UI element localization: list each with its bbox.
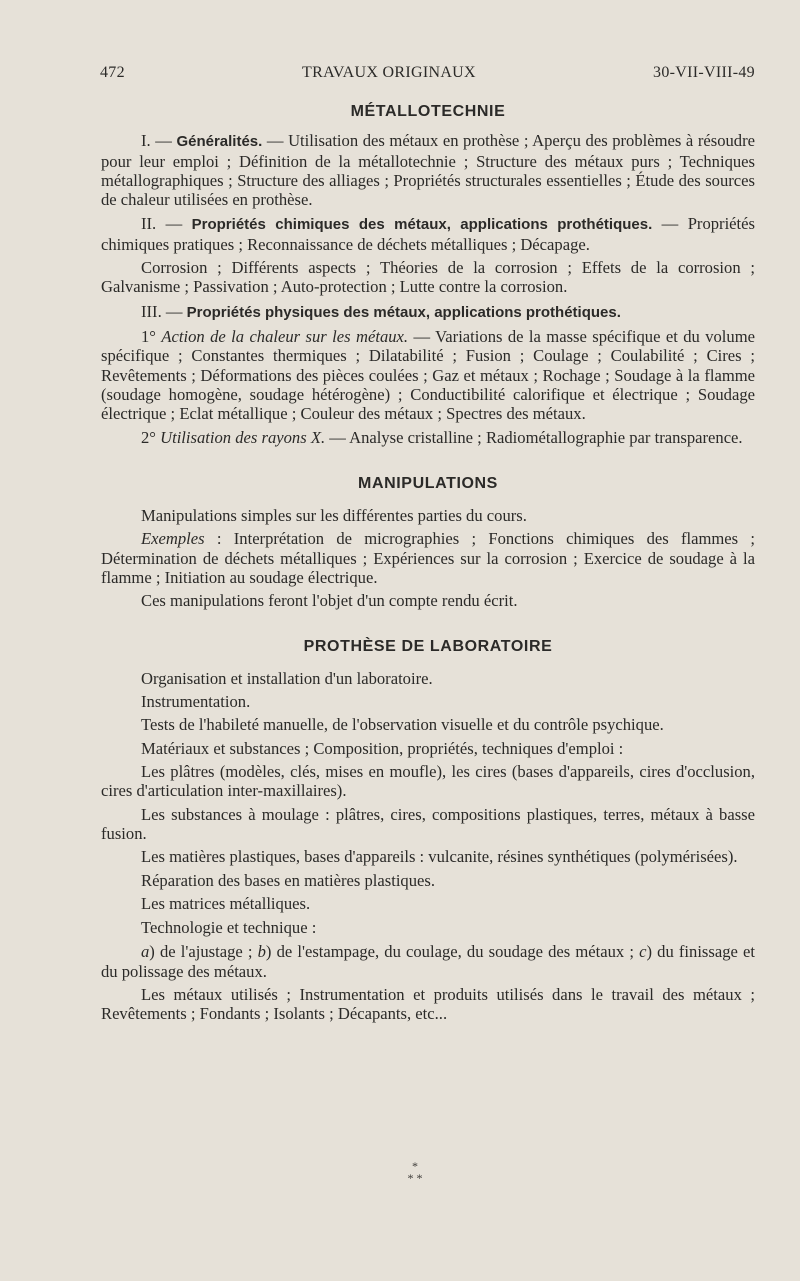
section-title-prothese: PROTHÈSE DE LABORATOIRE — [303, 637, 553, 655]
paragraph-text: ) de l'estampage, du coulage, du soudage des métaux ; — [265, 942, 640, 962]
issue-date: 30-VII-VIII-49 — [653, 64, 755, 81]
item-heading: Action de la chaleur sur les métaux. — [161, 326, 409, 346]
exemples-label: Exemples — [141, 529, 205, 549]
paragraph-ajustage — [101, 942, 755, 981]
journal-title: TRAVAUX ORIGINAUX — [302, 64, 476, 81]
item-number: 2° — [141, 428, 156, 448]
paragraph-organisation: Organisation et installation d'un laboratoire. — [141, 668, 433, 688]
list-marker-c: c — [639, 942, 647, 962]
page-number: 472 — [100, 64, 125, 81]
paragraph-compte-rendu: Ces manipulations feront l'objet d'un compte rendu écrit. — [141, 591, 518, 611]
list-marker-a: a — [141, 942, 150, 962]
item-number: 1° — [141, 326, 156, 346]
paragraph-materiaux: Matériaux et substances ; Composition, propriétés, techniques d'emploi : — [141, 738, 624, 758]
paragraph-text: ) du finissage et du polissage des métaux. — [101, 942, 755, 981]
subsection-heading: Généralités. — [176, 133, 263, 151]
paragraph-chimiques — [101, 214, 755, 254]
paragraph-manipulations-intro: Manipulations simples sur les différentes parties du cours. — [141, 506, 527, 526]
section-title-manipulations: MANIPULATIONS — [358, 474, 498, 492]
subsection-heading: Propriétés chimiques des métaux, applications prothétiques. — [191, 216, 653, 234]
section-title-metallotechnie: MÉTALLOTECHNIE — [350, 103, 506, 120]
paragraph-text: — Utilisation des métaux en prothèse ; Aperçu des problèmes à résoudre pour leur emploi ; Définition de la métallotechnie ; Structure des métaux purs ; Techniques métallographiques ; Structure des alliages ; Propriétés structurales essentielles ; Étude des sources de chaleur utilisées en prothèse. — [101, 131, 755, 210]
paragraph-platres: Les plâtres (modèles, clés, mises en moufle), les cires (bases d'appareils, cires d'occlusion, cires d'articulation inter-maxillaires). — [101, 762, 755, 801]
paragraph-metaux-utilises: Les métaux utilisés ; Instrumentation et produits utilisés dans le travail des métaux ; Revêtements ; Fondants ; Isolants ; Décapants, etc... — [101, 984, 755, 1024]
paragraph-plastiques: Les matières plastiques, bases d'appareils : vulcanite, résines synthétiques (polymérisées). — [141, 847, 738, 867]
section-number: III. — — [141, 301, 183, 321]
paragraph-text: : Interprétation de micrographies ; Fonctions chimiques des flammes ; Détermination de déchets métalliques ; Expériences sur la corrosion ; Exercice de soudage à la flamme ; Initiation au soudage électrique. — [101, 529, 755, 587]
paragraph-matrices: Les matrices métalliques. — [141, 893, 311, 913]
paragraph-tests: Tests de l'habileté manuelle, de l'observation visuelle et du contrôle psychique. — [141, 715, 664, 735]
paragraph-text: — Propriétés chimiques pratiques ; Reconnaissance de déchets métalliques ; Décapage. — [101, 214, 755, 254]
list-marker-b: b — [257, 942, 266, 962]
paragraph-text: ) de l'ajustage ; — [149, 942, 258, 962]
paragraph-chaleur — [101, 327, 755, 423]
item-heading: Utilisation des rayons X. — [160, 428, 326, 448]
running-header — [100, 64, 755, 82]
paragraph-moulage: Les substances à moulage : plâtres, cires, compositions plastiques, terres, métaux à basse fusion. — [101, 804, 755, 843]
paragraph-technologie: Technologie et technique : — [141, 918, 317, 938]
ornament-top-star: * — [412, 1159, 418, 1173]
article-body — [101, 102, 755, 1028]
paragraph-physiques — [101, 302, 755, 322]
paragraph-text: — Variations de la masse spécifique et du volume spécifique ; Constantes thermiques ; Dilatabilité ; Fusion ; Coulage ; Coulabilité ; Cires ; Revêtements ; Déformations des pièces coulées ; Gaz et métaux ; Rochage ; Soudage à la flamme (soudage homogène, soudage hétérogène) ; Conductibilité calorifique et électrique ; Soudage électrique ; Eclat métallique ; Couleur des métaux ; Spectres des métaux. — [101, 326, 755, 424]
paragraph-rayons-x — [101, 428, 755, 447]
paragraph-text: — Analyse cristalline ; Radiométallographie par transparence. — [325, 428, 743, 448]
paragraph-generalites — [101, 131, 755, 209]
paragraph-exemples — [101, 529, 755, 587]
paragraph-instrumentation: Instrumentation. — [141, 692, 251, 712]
ornament-bottom-stars: * * — [407, 1171, 423, 1185]
subsection-heading: Propriétés physiques des métaux, applications prothétiques. — [186, 303, 621, 321]
section-number: I. — — [141, 131, 172, 151]
section-number: II. — — [141, 214, 183, 234]
paragraph-reparation: Réparation des bases en matières plastiques. — [141, 870, 435, 890]
paragraph-corrosion: Corrosion ; Différents aspects ; Théories de la corrosion ; Effets de la corrosion ; Galvanisme ; Passivation ; Auto-protection ; Lutte contre la corrosion. — [101, 258, 755, 297]
section-end-ornament — [395, 1160, 435, 1184]
